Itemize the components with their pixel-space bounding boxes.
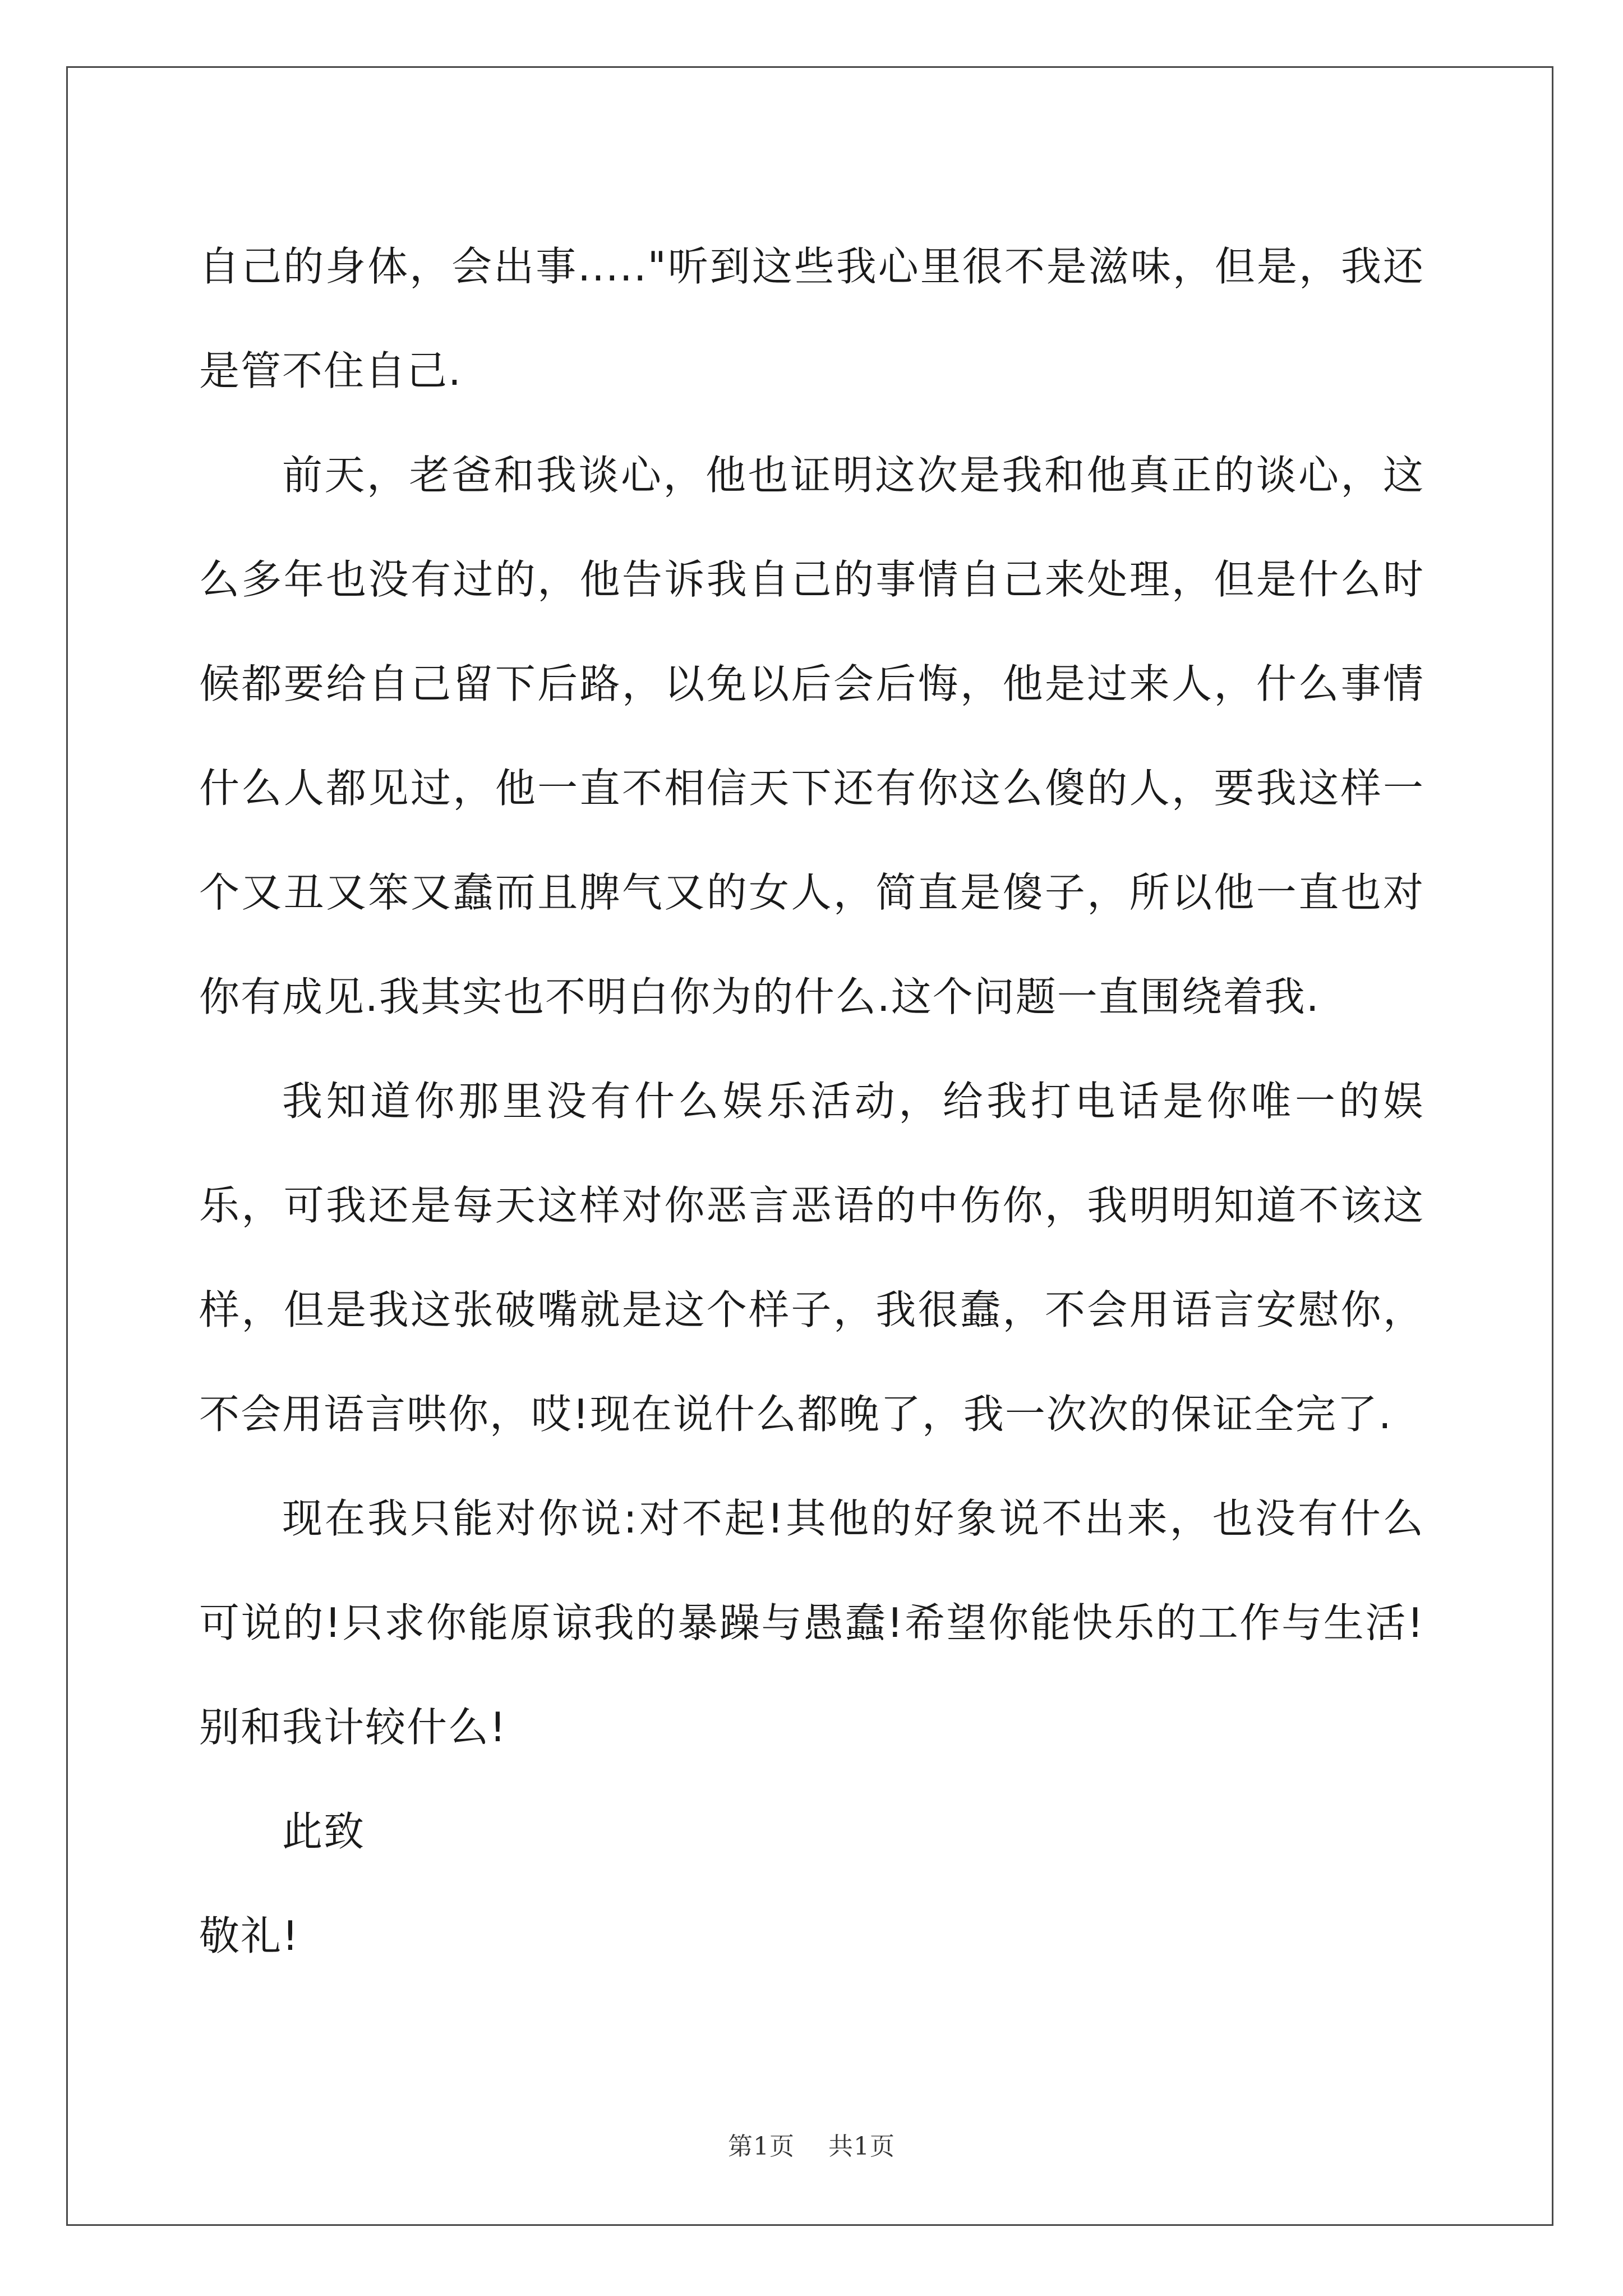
paragraph-apology: 现在我只能对你说:对不起!其他的好象说不出来，也没有什么可说的!只求你能原谅我的暴躁与愚蠢!希望你能快乐的工作与生活!别和我计较什么!: [199, 1495, 1424, 1751]
closing-regards: 敬礼!: [199, 1912, 299, 1959]
page-number-current: 第1页: [728, 2132, 795, 2161]
closing-salutation: 此致: [282, 1808, 366, 1855]
paragraph-father-talk: 前天，老爸和我谈心，他也证明这次是我和他真正的谈心，这么多年也没有过的，他告诉我自己的事情自己来处理，但是什么时候都要给自己留下后路，以免以后会后悔，他是过来人，什么事情什么人都见过，他一直不相信天下还有你这么傻的人，要我这样一个又丑又笨又蠢而且脾气又的女人，简直是傻子，所以他一直也对你有成见.我其实也不明白你为的什么.这个问题一直围绕着我.: [199, 452, 1424, 1020]
page-number-total: 共1页: [828, 2132, 895, 2161]
letter-body: [199, 214, 1424, 1988]
paragraph-phone-calls: 我知道你那里没有什么娱乐活动，给我打电话是你唯一的娱乐，可我还是每天这样对你恶言恶语的中伤你，我明明知道不该这样，但是我这张破嘴就是这个样子，我很蠢，不会用语言安慰你，不会用语言哄你，哎!现在说什么都晚了，我一次次的保证全完了.: [199, 1078, 1424, 1438]
paragraph-continuation: 自己的身体，会出事....."听到这些我心里很不是滋味，但是，我还是管不住自己.: [199, 243, 1424, 394]
page-footer: [0, 2126, 1623, 2162]
